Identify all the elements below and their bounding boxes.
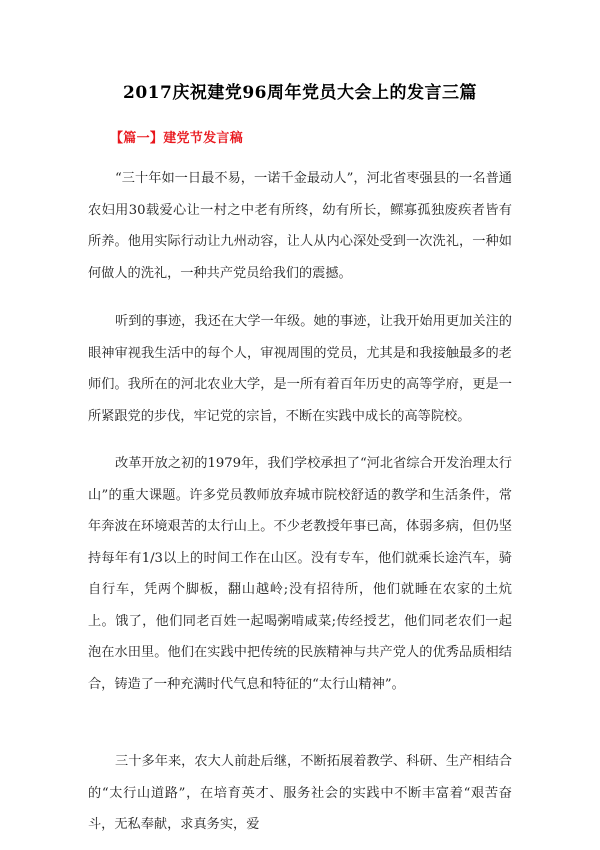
paragraph: 听到的事迹，我还在大学一年级。她的事迹，让我开始用更加关注的眼神审视我生活中的每个人，审视周围的党员，尤其是和我接触最多的老师们。我所在的河北农业大学，是一所有着百年历史的高等学府，更是一所紧跟党的步伐，牢记党的宗旨，不断在实践中成长的高等院校。 [88, 314, 512, 424]
document-title: 2017庆祝建党96周年党员大会上的发言三篇 [123, 83, 477, 103]
paragraph: 改革开放之初的1979年，我们学校承担了“河北省综合开发治理太行山”的重大课题。许多党员教师放弃城市院校舒适的教学和生活条件，常年奔波在环境艰苦的太行山上。不少老教授年事已高，体弱多病，但仍坚持每年有1/3以上的时间工作在山区。没有专车，他们就乘长途汽车，骑自行车，凭两个脚板，翻山越岭;没有招待所，他们就睡在农家的土炕上。饿了，他们同老百姓一起喝粥啃咸菜;传经授艺，他们同老农们一起泡在水田里。他们在实践中把传统的民族精神与共产党人的优秀品质相结合，铸造了一种充满时代气息和特征的“太行山精神”。 [88, 456, 512, 692]
paragraph: “三十年如一日最不易，一诺千金最动人”，河北省枣强县的一名普通农妇用30载爱心让一村之中老有所终，幼有所长，鳏寡孤独废疾者皆有所养。他用实际行动让九州动容，让人从内心深处受到一次洗礼，一种如何做人的洗礼，一种共产党员给我们的震撼。 [88, 171, 512, 281]
paragraph: 三十多年来，农大人前赴后继，不断拓展着教学、科研、生产相结合的“太行山道路”，在培育英才、服务社会的实践中不断丰富着“艰苦奋斗，无私奉献，求真务实，爱 [88, 754, 512, 832]
section-heading: 【篇一】建党节发言稿 [110, 131, 244, 146]
